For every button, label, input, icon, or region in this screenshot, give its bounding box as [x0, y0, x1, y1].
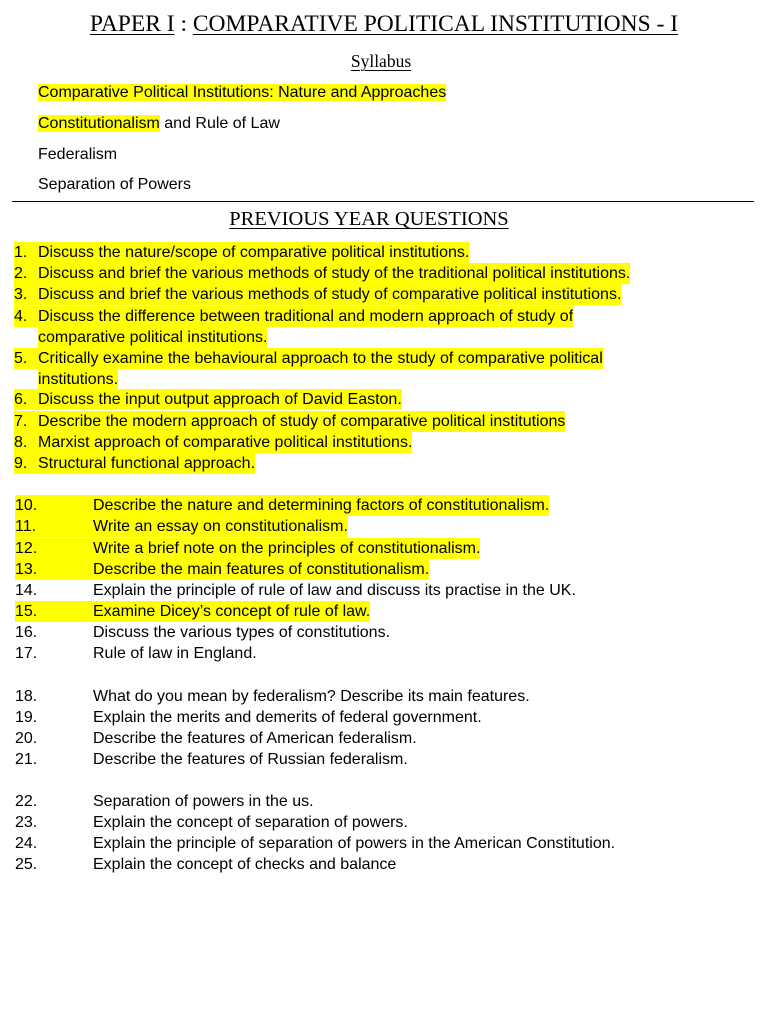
- syllabus-item-text: Federalism: [38, 146, 118, 163]
- question-item: [15, 833, 750, 854]
- question-text: Discuss and brief the various methods of study of comparative political institutions.: [38, 286, 622, 303]
- question-number: 22.: [15, 793, 38, 810]
- question-number: 19.: [15, 709, 38, 726]
- question-item: [15, 728, 750, 749]
- question-item: [15, 643, 750, 664]
- question-text: Explain the merits and demerits of federal government.: [93, 709, 482, 726]
- question-text: Write a brief note on the principles of constitutionalism.: [93, 540, 481, 557]
- question-text: Describe the features of Russian federalism.: [93, 751, 408, 768]
- question-number: 7.: [14, 413, 28, 430]
- syllabus-item: [38, 144, 117, 165]
- question-item: [15, 495, 750, 516]
- question-item: [15, 791, 750, 812]
- question-text: Describe the modern approach of study of comparative political institutions: [38, 413, 566, 430]
- question-item: [14, 306, 750, 327]
- question-text-continuation: institutions.: [38, 371, 119, 388]
- question-number: 15.: [15, 603, 38, 620]
- question-text: Discuss and brief the various methods of study of the traditional political institutions.: [38, 265, 631, 282]
- title-separator: :: [174, 11, 193, 37]
- question-number: 21.: [15, 751, 38, 768]
- question-item: [15, 559, 750, 580]
- question-item: [15, 812, 750, 833]
- question-item: [15, 686, 750, 707]
- question-text: Rule of law in England.: [93, 645, 257, 662]
- question-number: 18.: [15, 688, 38, 705]
- question-text: Explain the concept of separation of powers.: [93, 814, 408, 831]
- question-item: [15, 601, 750, 622]
- question-number: 24.: [15, 835, 38, 852]
- question-number: 16.: [15, 624, 38, 641]
- syllabus-item-highlight: Constitutionalism: [38, 115, 160, 132]
- question-number: 8.: [14, 434, 28, 451]
- question-number: 11.: [15, 518, 37, 535]
- question-item: [15, 707, 750, 728]
- question-text: What do you mean by federalism? Describe its main features.: [93, 688, 530, 705]
- question-text: Discuss the various types of constitutions.: [93, 624, 391, 641]
- syllabus-item: [38, 174, 191, 195]
- syllabus-item: [38, 113, 280, 134]
- syllabus-item: [38, 82, 446, 103]
- question-item: [15, 854, 750, 875]
- question-text: Write an essay on constitutionalism.: [93, 518, 348, 535]
- question-item: [14, 453, 750, 474]
- question-number: 14.: [15, 582, 38, 599]
- question-text-continuation: comparative political institutions.: [38, 329, 268, 346]
- syllabus-item-text: Comparative Political Institutions: Nature and Approaches: [38, 84, 447, 101]
- question-number: 1.: [14, 244, 28, 261]
- question-text: Separation of powers in the us.: [93, 793, 314, 810]
- question-item: [14, 263, 750, 284]
- syllabus-item-text: Separation of Powers: [38, 176, 191, 193]
- syllabus-heading: Syllabus: [350, 51, 412, 71]
- syllabus-item-text: and Rule of Law: [159, 115, 280, 132]
- question-text: Discuss the nature/scope of comparative political institutions.: [38, 244, 470, 261]
- question-number: 13.: [15, 561, 38, 578]
- question-text: Structural functional approach.: [38, 455, 256, 472]
- question-item: [14, 432, 750, 453]
- question-text: Explain the principle of separation of powers in the American Constitution.: [93, 835, 616, 852]
- question-number: 6.: [14, 391, 28, 408]
- question-text: Describe the features of American federalism.: [93, 730, 417, 747]
- question-text: Describe the main features of constitutionalism.: [93, 561, 430, 578]
- question-number: 3.: [14, 286, 28, 303]
- question-number: 2.: [14, 265, 28, 282]
- question-item: [15, 622, 750, 643]
- question-text: Marxist approach of comparative political institutions.: [38, 434, 413, 451]
- question-number: 4.: [14, 308, 28, 325]
- previous-questions-heading: PREVIOUS YEAR QUESTIONS: [229, 208, 509, 230]
- question-text: Describe the nature and determining factors of constitutionalism.: [93, 497, 550, 514]
- question-item: [15, 538, 750, 559]
- question-item: [14, 389, 750, 410]
- question-text: Critically examine the behavioural approach to the study of comparative political: [38, 350, 603, 367]
- question-item: [15, 516, 750, 537]
- question-number: 25.: [15, 856, 38, 873]
- paper-title: COMPARATIVE POLITICAL INSTITUTIONS - I: [192, 11, 679, 37]
- question-number: 5.: [14, 350, 28, 367]
- question-text: Examine Dicey’s concept of rule of law.: [93, 603, 371, 620]
- question-number: 17.: [15, 645, 38, 662]
- page-title: [0, 10, 768, 38]
- paper-label: PAPER I: [89, 11, 175, 37]
- question-text: Discuss the input output approach of David Easton.: [38, 391, 402, 408]
- question-item: [14, 284, 750, 305]
- question-number: 12.: [15, 540, 38, 557]
- section-divider: [12, 201, 754, 202]
- question-number: 23.: [15, 814, 38, 831]
- question-item: [15, 580, 750, 601]
- question-number: 10.: [15, 497, 38, 514]
- question-item: [14, 348, 750, 369]
- question-text: Discuss the difference between traditional and modern approach of study of: [38, 308, 574, 325]
- question-item: [14, 242, 750, 263]
- question-item: [14, 411, 750, 432]
- question-number: 9.: [14, 455, 28, 472]
- question-item: [15, 749, 750, 770]
- question-number: 20.: [15, 730, 38, 747]
- question-text: Explain the concept of checks and balance: [93, 856, 397, 873]
- question-text: Explain the principle of rule of law and discuss its practise in the UK.: [93, 582, 576, 599]
